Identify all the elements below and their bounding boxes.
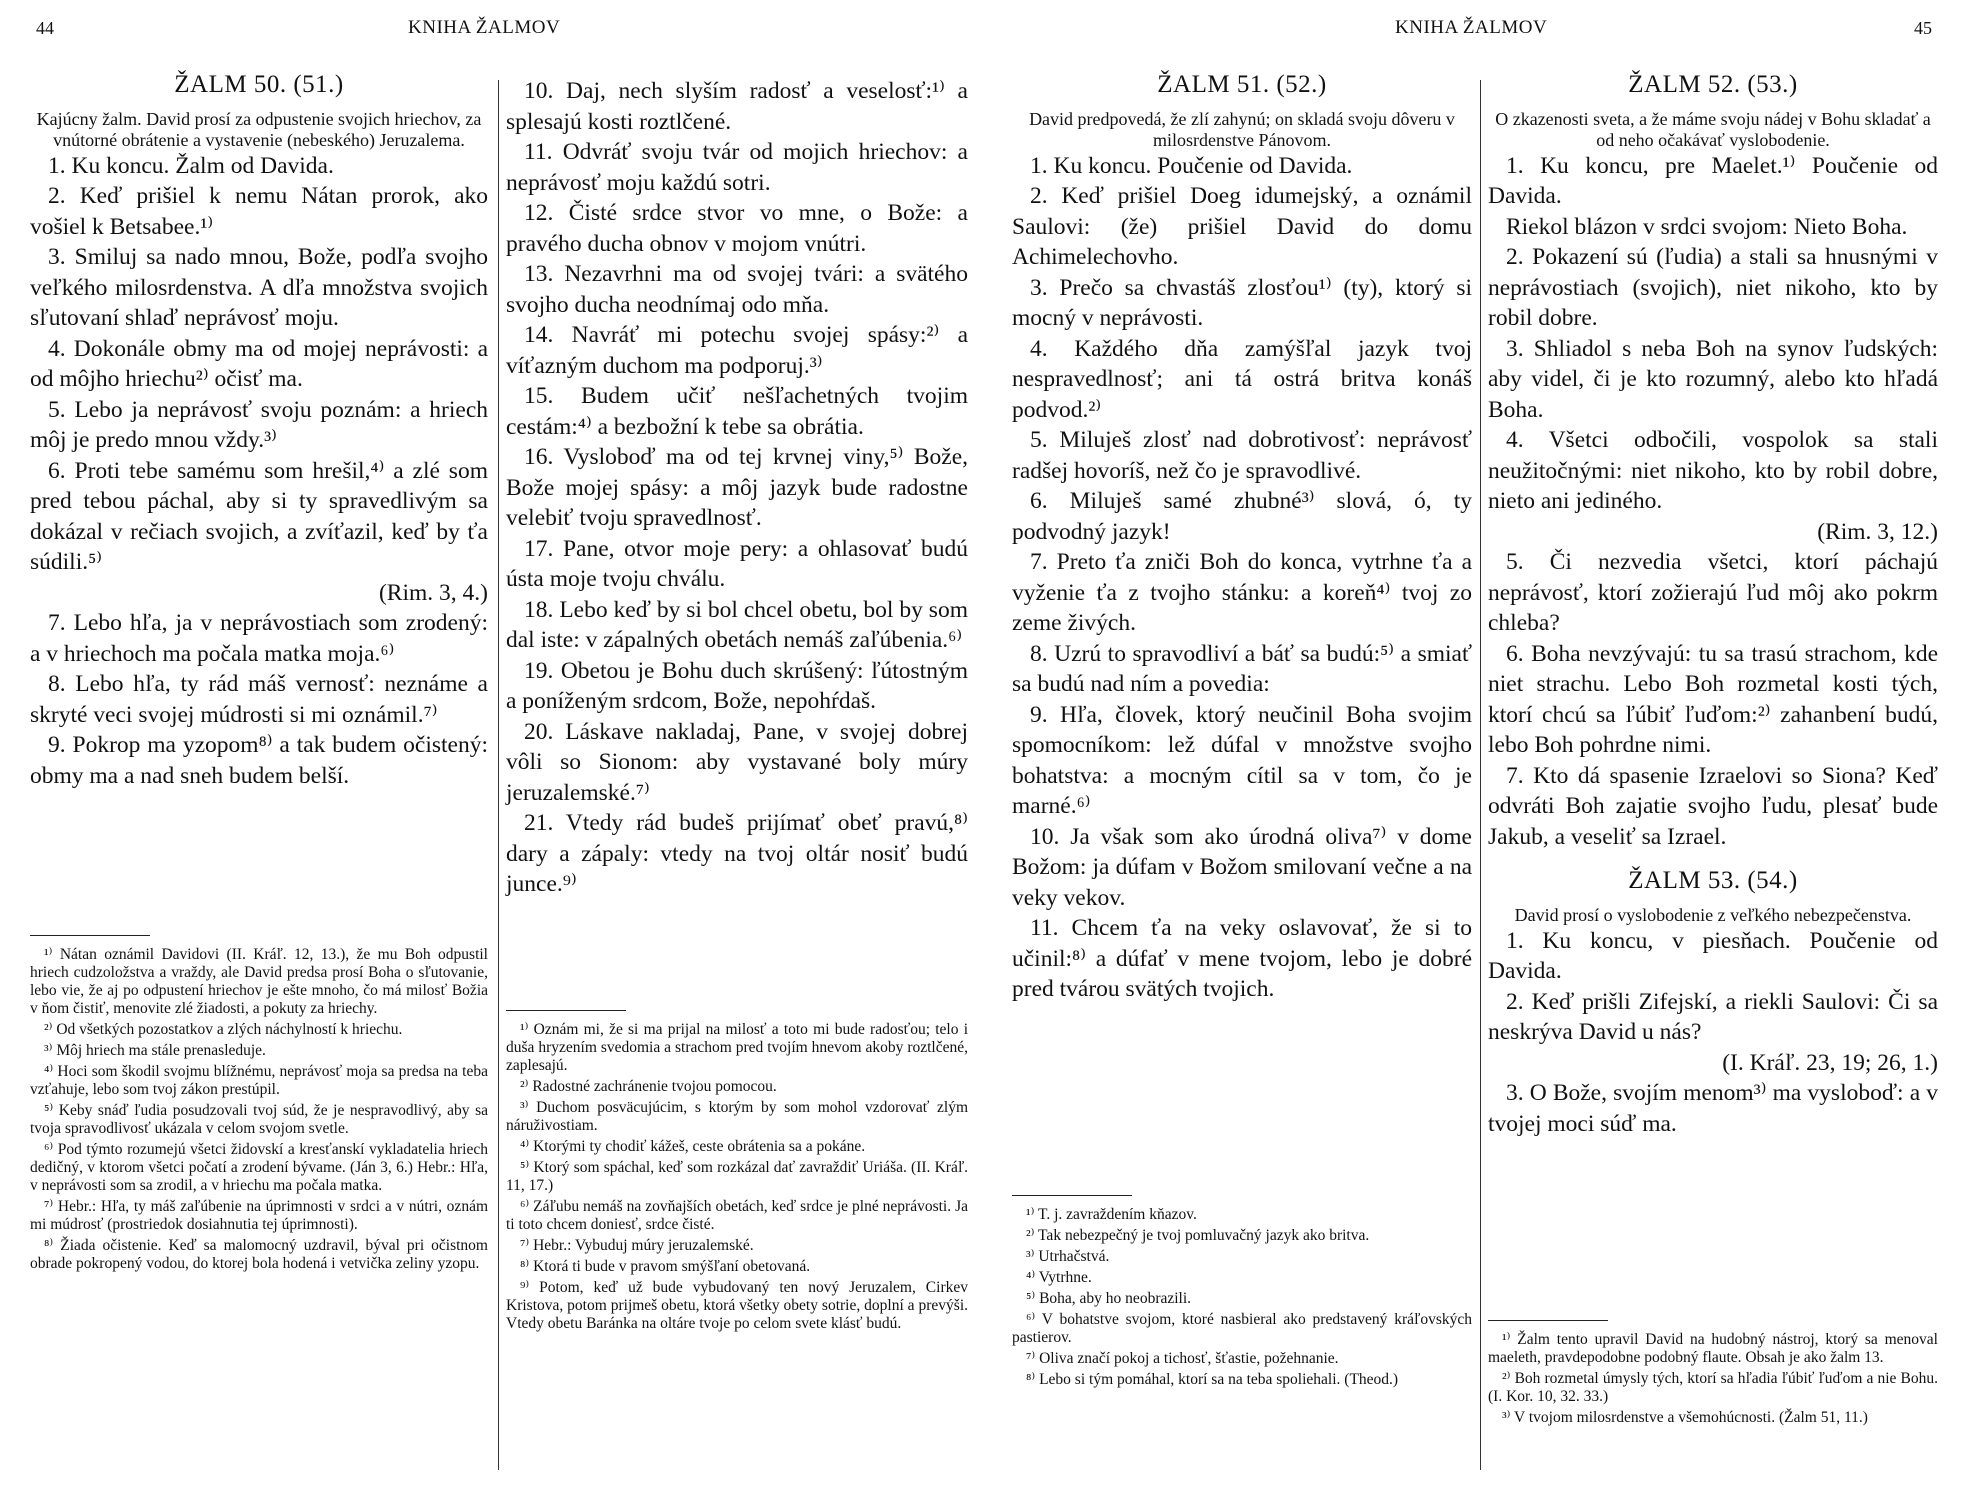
psalm-intro: David predpovedá, že zlí zahynú; on skladá svoju dôveru v milosrdenstve Pánovom. xyxy=(1029,108,1455,150)
verse: 3. Prečo sa chvastáš zlosťou¹⁾ (ty), ktorý si mocný v neprávosti. xyxy=(1012,274,1472,331)
column-3 xyxy=(1012,70,1472,1005)
footnote: ⁴⁾ Hoci som škodil svojmu blížnému, neprávosť moja sa predsa na teba vzťahuje, lebo som tvoj zákon prestúpil. xyxy=(30,1063,488,1098)
psalm-title: ŽALM 50. (51.) xyxy=(174,71,344,98)
verse: 19. Obetou je Bohu duch skrúšený: ľútostným a poníženým srdcom, Bože, nepohŕdaš. xyxy=(506,657,968,714)
verse: 2. Keď prišli Zifejskí, a riekli Saulovi: Či sa neskrýva David u nás? xyxy=(1488,988,1938,1045)
footnote: ²⁾ Tak nebezpečný je tvoj pomluvačný jazyk ako britva. xyxy=(1026,1227,1370,1244)
footnote: ⁶⁾ Pod týmto rozumejú všetci židovskí a kresťanskí vykladatelia hriech dedičný, v ktorom všetci počatí a zrodení bývame. (Ján 3, 6.) Hebr.: Hľa, v neprávosti som sa zrodil, a v hriechu ma počala matka. xyxy=(30,1141,488,1194)
verse: Riekol blázon v srdci svojom: Nieto Boha. xyxy=(1506,213,1908,240)
psalm-intro: O zkazenosti sveta, a že máme svoju nádej v Bohu skladať a od neho očakávať vyslobodenie. xyxy=(1495,108,1931,150)
verse: 21. Vtedy rád budeš prijímať obeť pravú,⁸⁾ dary a zápaly: vtedy na tvoj oltár nosiť budú junce.⁹⁾ xyxy=(506,810,968,897)
verse: 1. Ku koncu. Žalm od Davida. xyxy=(48,152,334,179)
footnote: ²⁾ Boh rozmetal úmysly tých, ktorí sa hľadia ľúbiť ľuďom a nie Bohu. (I. Kor. 10, 32. 33.) xyxy=(1488,1370,1938,1405)
footnotes-column-1 xyxy=(30,935,488,1276)
verse: 1. Ku koncu, pre Maelet.¹⁾ Poučenie od Davida. xyxy=(1488,152,1938,209)
verse: 6. Boha nevzývajú: tu sa trasú strachom, kde niet strachu. Lebo Boh rozmetal kosti tých, ktorí chcú sa ľúbiť ľuďom:²⁾ zahanbení budú, lebo Boh pohrdne nimi. xyxy=(1488,640,1938,758)
footnote: ¹⁾ Žalm tento upravil David na hudobný nástroj, ktorý sa menoval maeleth, pravdepodobne podobný flaute. Obsah je ako žalm 13. xyxy=(1488,1331,1938,1366)
verse: 1. Ku koncu, v piesňach. Poučenie od Davida. xyxy=(1488,927,1938,984)
psalm-intro: David prosí o vyslobodenie z veľkého nebezpečenstva. xyxy=(1514,904,1912,925)
footnote-rule xyxy=(506,1010,626,1011)
verse: 4. Každého dňa zamýšľal jazyk tvoj nespravedlnosť; ani tá ostrá britva konáš podvod.²⁾ xyxy=(1012,335,1472,423)
psalm-intro: Kajúcny žalm. David prosí za odpustenie svojich hriechov, za vnútorné obrátenie a vystavenie (nebeského) Jeruzalema. xyxy=(36,108,482,150)
footnote: ⁸⁾ Žiada očistenie. Keď sa malomocný uzdravil, býval pri očistnom obrade pokropený vodou, do ktorej bola hodená i vetvička zeliny yzopu. xyxy=(30,1237,488,1272)
verse: 1. Ku koncu. Poučenie od Davida. xyxy=(1030,152,1353,179)
footnote-rule xyxy=(1012,1195,1132,1196)
verse: 14. Navráť mi potechu svojej spásy:²⁾ a víťazným duchom ma podporuj.³⁾ xyxy=(506,322,968,379)
footnote: ⁹⁾ Potom, keď už bude vybudovaný ten nový Jeruzalem, Cirkev Kristova, potom prijmeš obetu, ktorá všetky obety sotrie, doplní a prevýši. Vtedy obetu Baránka na oltáre tvoje po celom svete klásť budú. xyxy=(506,1279,968,1332)
verse: 20. Láskave nakladaj, Pane, v svojej dobrej vôli so Sionom: aby vystavané boly múry jeruzalemské.⁷⁾ xyxy=(506,718,968,806)
verse: 5. Miluješ zlosť nad dobrotivosť: neprávosť radšej hovoríš, než čo je spravodlivé. xyxy=(1012,427,1472,484)
verse: 8. Uzrú to spravodliví a báť sa budú:⁵⁾ a smiať sa budú nad ním a povedia: xyxy=(1012,640,1472,697)
cross-reference: (I. Kráľ. 23, 19; 26, 1.) xyxy=(1722,1049,1938,1076)
footnote: ³⁾ Môj hriech ma stále prenasleduje. xyxy=(44,1042,266,1059)
verse: 2. Keď prišiel Doeg idumejský, a oznámil Saulovi: (že) prišiel David do domu Achimelechovho. xyxy=(1012,183,1472,270)
verse: 11. Odvráť svoju tvár od mojich hriechov: a neprávosť moju každú sotri. xyxy=(506,139,968,196)
footnotes-column-4 xyxy=(1488,1320,1938,1430)
verse: 16. Vysloboď ma od tej krvnej viny,⁵⁾ Bože, Bože mojej spásy: a môj jazyk bude radostne velebiť tvoju spravedlnosť. xyxy=(506,444,968,531)
footnote: ⁴⁾ Vytrhne. xyxy=(1026,1269,1092,1286)
footnote: ⁵⁾ Keby snáď ľudia posudzovali tvoj súd, že je nespravodlivý, aby sa tvoja spravodlivosť ukázala v celom svojom svetle. xyxy=(30,1102,488,1137)
verse: 7. Lebo hľa, ja v neprávostiach som zrodený: a v hriechoch ma počala matka moja.⁶⁾ xyxy=(30,610,488,667)
footnote: ⁵⁾ Boha, aby ho neobrazili. xyxy=(1026,1290,1192,1307)
footnote: ⁵⁾ Ktorý som spáchal, keď som rozkázal dať zavraždiť Uriáša. (II. Kráľ. 11, 17.) xyxy=(506,1159,968,1194)
psalm-title: ŽALM 53. (54.) xyxy=(1628,867,1798,894)
column-4 xyxy=(1488,70,1938,1139)
verse: 6. Proti tebe samému som hrešil,⁴⁾ a zlé som pred tebou páchal, aby si ty spravedlivým sa dokázal v rečiach svojich, a zvíťazil, keď by ťa súdili.⁵⁾ xyxy=(30,457,488,575)
verse: 15. Budem učiť nešľachetných tvojim cestám:⁴⁾ a bezbožní k tebe sa obrátia. xyxy=(506,383,968,440)
footnote: ²⁾ Od všetkých pozostatkov a zlých náchylností k hriechu. xyxy=(44,1021,403,1038)
footnote: ⁸⁾ Ktorá ti bude v pravom smýšľaní obetovaná. xyxy=(520,1258,811,1275)
verse: 3. O Bože, svojím menom³⁾ ma vysloboď: a v tvojej moci súď ma. xyxy=(1488,1080,1938,1137)
verse: 10. Ja však som ako úrodná oliva⁷⁾ v dome Božom: ja dúfam v Božom smilovaní večne a na veky vekov. xyxy=(1012,823,1472,911)
footnotes-column-2 xyxy=(506,1010,968,1336)
verse: 17. Pane, otvor moje pery: a ohlasovať budú ústa moje tvoju chválu. xyxy=(506,535,968,592)
footnote: ⁷⁾ Hebr.: Vybuduj múry jeruzalemské. xyxy=(520,1237,754,1254)
verse: 9. Pokrop ma yzopom⁸⁾ a tak budem očistený: obmy ma a nad sneh budem belší. xyxy=(30,732,488,789)
footnote: ³⁾ V tvojom milosrdenstve a všemohúcnosti. (Žalm 51, 11.) xyxy=(1502,1409,1868,1426)
verse: 3. Shliadol s neba Boh na synov ľudských: aby videl, či je kto rozumný, alebo kto hľadá Boha. xyxy=(1488,335,1938,423)
footnote-rule xyxy=(1488,1320,1608,1321)
footnote: ⁴⁾ Ktorými ty chodiť kážeš, ceste obrátenia sa a pokáne. xyxy=(520,1138,866,1155)
footnote-rule xyxy=(30,935,150,936)
verse: 5. Lebo ja neprávosť svoju poznám: a hriech môj je predo mnou vždy.³⁾ xyxy=(30,396,488,453)
column-1 xyxy=(30,70,488,791)
cross-reference: (Rim. 3, 4.) xyxy=(378,579,488,606)
footnote: ⁶⁾ Záľubu nemáš na zovňajších obetách, keď srdce je plné neprávosti. Ja ti toto chcem doniesť, srdce čisté. xyxy=(506,1198,968,1233)
footnote: ²⁾ Radostné zachránenie tvojou pomocou. xyxy=(520,1078,777,1095)
running-head-right: KNIHA ŽALMOV xyxy=(1395,17,1548,38)
cross-reference: (Rim. 3, 12.) xyxy=(1817,518,1938,545)
footnote: ¹⁾ T. j. zavraždením kňazov. xyxy=(1026,1206,1197,1223)
footnote: ⁷⁾ Hebr.: Hľa, ty máš zaľúbenie na úprimnosti v srdci a v nútri, oznám mi múdrosť (prostriedok dosiahnutia tej úprimnosti). xyxy=(30,1198,488,1233)
footnote: ³⁾ Duchom posväcujúcim, s ktorým by som mohol vzdorovať zlým náruživostiam. xyxy=(506,1099,968,1134)
verse: 2. Keď prišiel k nemu Nátan prorok, ako vošiel k Betsabee.¹⁾ xyxy=(30,183,488,240)
verse: 5. Či nezvedia všetci, ktorí páchajú neprávosť, ktorí zožierajú ľud môj ako pokrm chleba? xyxy=(1488,549,1938,636)
running-head-left: KNIHA ŽALMOV xyxy=(408,17,561,38)
psalm-title: ŽALM 51. (52.) xyxy=(1157,71,1327,98)
page-number-left: 44 xyxy=(36,18,54,38)
verse: 9. Hľa, človek, ktorý neučinil Boha svojim spomocníkom: lež dúfal v množstve svojho bohatstva: a mocným cítil sa v tom, čo je marné.⁶⁾ xyxy=(1012,701,1472,819)
verse: 2. Pokazení sú (ľudia) a stali sa hnusnými v neprávostiach (svojich), niet nikoho, kto by robil dobre. xyxy=(1488,244,1938,331)
verse: 12. Čisté srdce stvor vo mne, o Bože: a pravého ducha obnov v mojom vnútri. xyxy=(506,200,968,257)
footnote: ⁸⁾ Lebo si tým pomáhal, ktorí sa na teba spoliehali. (Theod.) xyxy=(1026,1371,1399,1388)
column-rule-left xyxy=(498,80,499,1470)
footnote: ⁷⁾ Oliva značí pokoj a tichosť, šťastie, požehnanie. xyxy=(1026,1350,1339,1367)
verse: 8. Lebo hľa, ty rád máš vernosť: neznáme a skryté veci svojej múdrosti si mi oznámil.⁷⁾ xyxy=(30,671,488,728)
footnotes-column-3 xyxy=(1012,1195,1472,1392)
page-number-right: 45 xyxy=(1914,18,1932,38)
column-rule-right xyxy=(1480,80,1481,1470)
verse: 4. Dokonále obmy ma od mojej neprávosti: a od môjho hriechu²⁾ očisť ma. xyxy=(30,335,488,392)
verse: 7. Kto dá spasenie Izraelovi so Siona? Keď odvráti Boh zajatie svojho ľudu, plesať bude Jakub, a veseliť sa Izrael. xyxy=(1488,762,1938,850)
footnote: ¹⁾ Nátan oznámil Davidovi (II. Kráľ. 12, 13.), že mu Boh odpustil hriech cudzoložstva a vraždy, ale David predsa prosí Boha o sľutovanie, lebo vie, že aj po odpustení hriechov je ešte mnoho, čo má milosť Božia v ňom čistiť, menovite zlé žiadosti, a pokuty za hriechy. xyxy=(30,946,488,1017)
footnote: ⁶⁾ V bohatstve svojom, ktoré nasbieral ako predstavený kráľovských pastierov. xyxy=(1012,1311,1472,1346)
column-2 xyxy=(506,76,968,900)
verse: 3. Smiluj sa nado mnou, Bože, podľa svojho veľkého milosrdenstva. A dľa množstva svojich sľutovaní shlaď neprávosť moju. xyxy=(30,244,488,331)
footnote: ³⁾ Utrhačstvá. xyxy=(1026,1248,1110,1265)
verse: 10. Daj, nech slyším radosť a veselosť:¹⁾ a splesajú kosti roztlčené. xyxy=(506,78,968,135)
verse: 13. Nezavrhni ma od svojej tvári: a svätého svojho ducha neodnímaj odo mňa. xyxy=(506,261,968,318)
verse: 6. Miluješ samé zhubné³⁾ slová, ó, ty podvodný jazyk! xyxy=(1012,488,1472,545)
verse: 18. Lebo keď by si bol chcel obetu, bol by som dal iste: v zápalných obetách nemáš zaľúbenia.⁶⁾ xyxy=(506,596,968,653)
verse: 4. Všetci odbočili, vospolok sa stali neužitočnými: niet nikoho, kto by robil dobre, nieto ani jediného. xyxy=(1488,427,1938,514)
footnote: ¹⁾ Oznám mi, že si ma prijal na milosť a toto mi bude radosťou; telo i duša hryzením svedomia a strachom pred tvojím hnevom akoby roztlčené, zaplesajú. xyxy=(506,1021,968,1074)
verse: 7. Preto ťa zniči Boh do konca, vytrhne ťa a vyženie ťa z tvojho stánku: a koreň⁴⁾ tvoj zo zeme živých. xyxy=(1012,549,1472,636)
psalm-title: ŽALM 52. (53.) xyxy=(1628,71,1798,98)
verse: 11. Chcem ťa na veky oslavovať, že si to učinil:⁸⁾ a dúfať v mene tvojom, lebo je dobré pred tvárou svätých tvojich. xyxy=(1012,915,1472,1002)
